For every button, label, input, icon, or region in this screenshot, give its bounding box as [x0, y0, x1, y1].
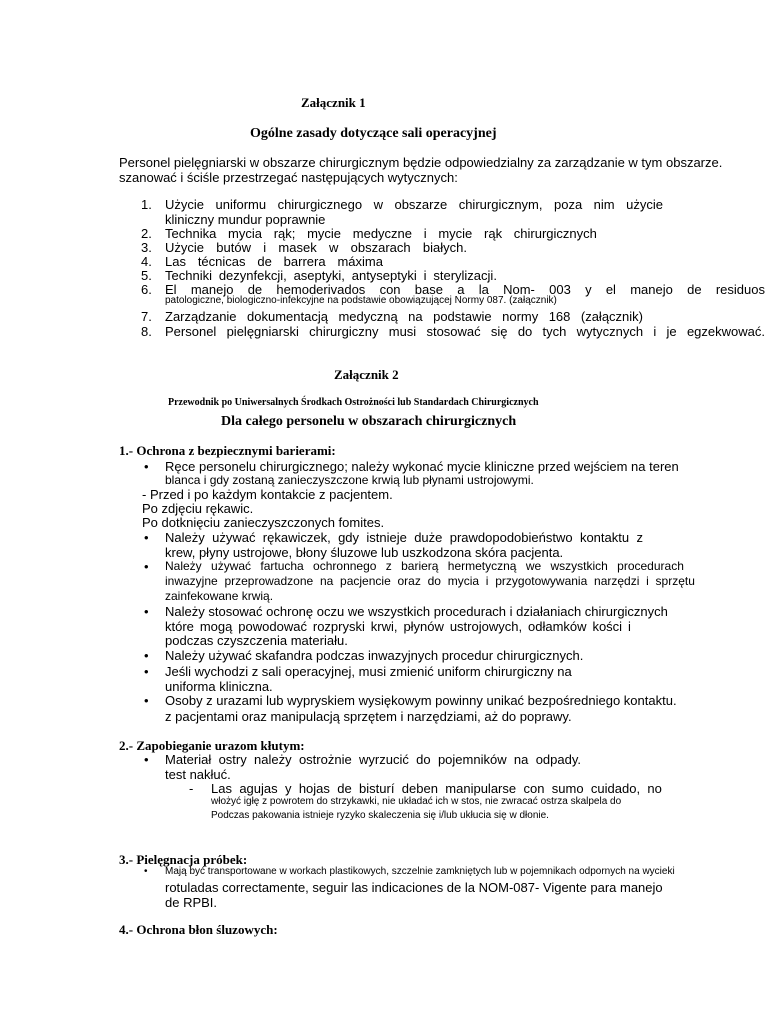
word: medyczną: [338, 309, 398, 324]
annex1-title: Ogólne zasady dotyczące sali operacyjnej: [250, 126, 497, 141]
s2-subitem-line1: [211, 781, 662, 796]
word: masek: [278, 240, 317, 255]
word: użycie: [626, 197, 663, 212]
s2-dash-marker: -: [189, 781, 194, 796]
word: podstawie: [433, 309, 492, 324]
word: należy: [254, 752, 292, 767]
word: normy: [502, 309, 539, 324]
word: no: [647, 781, 662, 796]
word: barrera: [283, 254, 326, 269]
s1-para-3: Po dotknięciu zanieczyszczonych fomites.: [142, 515, 385, 530]
word: chirurgicznego: [277, 197, 363, 212]
word: con: [523, 781, 545, 796]
word: técnicas: [197, 254, 246, 269]
word: oraz: [397, 574, 421, 588]
bullet: •: [144, 530, 149, 545]
word: we: [525, 559, 542, 573]
word: rąk;: [273, 226, 296, 241]
list-item-number: 1.: [141, 197, 152, 212]
word: pielęgniarski: [226, 324, 299, 339]
word: i: [628, 619, 631, 634]
word: rękawiczek,: [262, 530, 331, 545]
s1-bullet1-text: Ręce personelu chirurgicznego; należy wykonać mycie kliniczne przed wejściem na teren: [165, 459, 679, 474]
word: gdy: [338, 530, 360, 545]
word: stosować: [426, 324, 481, 339]
word: manejo: [630, 282, 673, 297]
word: Należy: [165, 530, 205, 545]
word: manejo: [190, 282, 234, 297]
bullet: •: [144, 604, 149, 619]
word: tych: [542, 324, 567, 339]
bullet: •: [144, 693, 149, 708]
word: przygotowywania: [495, 574, 588, 588]
s1-bullet4-line3: podczas czyszczenia materiału.: [165, 633, 348, 648]
word: (załącznik): [580, 309, 643, 324]
s1-para-1: - Przed i po każdym kontakcie z pacjentem.: [142, 487, 393, 502]
s1-bullet7-text: Osoby z urazami lub wypryskiem wysiękowym powinny unikać bezpośredniego kontaktu.: [165, 693, 677, 708]
annex1-label: Załącznik 1: [301, 95, 366, 110]
s1-bullet6-text: Jeśli wychodzi z sali operacyjnej, musi zmienić uniform chirurgiczny na: [165, 664, 572, 679]
word: mycie: [438, 226, 473, 241]
word: kontaktu: [579, 530, 630, 545]
word: mycia: [228, 226, 262, 241]
s1-bullet7-continuation: z pacjentami oraz manipulacją sprzętem i narzędziami, aż do poprawy.: [165, 709, 572, 724]
bullet: •: [144, 459, 149, 474]
word: Technika: [165, 226, 217, 241]
word: narzędzi: [594, 574, 640, 588]
word: deben: [401, 781, 438, 796]
word: ustrojowych,: [449, 619, 523, 634]
list-item-text: [165, 268, 497, 283]
list-item-number: 7.: [141, 309, 152, 324]
word: prawdopodobieństwo: [449, 530, 573, 545]
word: pojemników: [437, 752, 507, 767]
word: manipularse: [445, 781, 517, 796]
word: Użycie: [165, 240, 205, 255]
word: powodować: [238, 619, 307, 634]
word: wszystkich: [550, 559, 608, 573]
s1-bullet4-line2: [165, 619, 631, 634]
word: y: [284, 781, 292, 796]
word: residuos: [715, 282, 765, 297]
word: na: [513, 752, 529, 767]
word: Las: [211, 781, 232, 796]
bullet: •: [144, 866, 148, 877]
word: używać: [211, 559, 252, 573]
list-item-6-continuation: patologiczne, biologiczno-infekcyjne na podstawie obowiązującej Normy 087. (załącznik): [165, 295, 557, 306]
word: aseptyki,: [293, 268, 345, 283]
list-item-text: [165, 254, 383, 269]
word: do: [427, 574, 441, 588]
word: sumo: [551, 781, 584, 796]
word: rąk: [484, 226, 503, 241]
s2-subitem-line2: włożyć igłę z powrotem do strzykawki, nie układać ich w stos, nie zwracać ostrza skalpela do: [211, 796, 622, 807]
list-item-text: [165, 240, 467, 255]
word: Należy: [165, 559, 202, 573]
word: płynów: [403, 619, 444, 634]
s3-bullet1-continuation2: de RPBI.: [165, 895, 218, 910]
word: wyrzucić: [359, 752, 409, 767]
word: procedurach: [617, 559, 684, 573]
word: ostry: [218, 752, 247, 767]
bullet: •: [144, 664, 149, 679]
annex1-intro-line1: Personel pielęgniarski w obszarze chirurgicznym będzie odpowiedzialny za zarządzanie w tym obszarze.: [119, 155, 723, 170]
word: chirurgiczny: [309, 324, 379, 339]
word: chirurgicznym,: [458, 197, 543, 212]
word: y: [585, 282, 592, 297]
word: z: [385, 559, 392, 573]
word: de: [337, 781, 352, 796]
s1-bullet3-line1: [165, 559, 684, 574]
list-item-number: 4.: [141, 254, 152, 269]
word: na: [319, 574, 334, 588]
word: mogą: [199, 619, 233, 634]
word: antyseptyki: [351, 268, 417, 283]
s1-bullet2-continuation: krew, płyny ustrojowe, błony śluzowe lub uszkodzona skóra pacjenta.: [165, 545, 564, 560]
word: je: [666, 324, 677, 339]
word: inwazyjne: [165, 574, 218, 588]
word: medyczne: [352, 226, 413, 241]
word: w: [373, 197, 383, 212]
bullet: •: [144, 648, 149, 663]
word: do: [517, 324, 533, 339]
s1-bullet3-line2: [165, 574, 695, 589]
word: się: [490, 324, 508, 339]
word: duże: [414, 530, 443, 545]
word: base: [414, 282, 443, 297]
word: egzekwować.: [686, 324, 765, 339]
s1-bullet1-continuation: blanca i gdy zostaną zanieczyszczone krwią lub płynami ustrojowymi.: [165, 473, 534, 487]
list-item-text: [165, 324, 765, 339]
word: wytycznych: [576, 324, 644, 339]
word: hemoderivados: [276, 282, 366, 297]
s1-bullet2-text: [165, 530, 643, 545]
list-item-number: 5.: [141, 268, 152, 283]
word: barierą: [401, 559, 439, 573]
s2-bullet1-text: [165, 752, 581, 767]
word: białych.: [422, 240, 467, 255]
word: Materiał: [165, 752, 212, 767]
word: cuidado,: [590, 781, 641, 796]
word: Techniki: [165, 268, 212, 283]
word: la: [478, 282, 489, 297]
word: musi: [388, 324, 417, 339]
word: mycia: [447, 574, 480, 588]
word: de: [687, 282, 702, 297]
word: 003: [549, 282, 571, 297]
annex1-intro-line2: szanować i ściśle przestrzegać następujących wytycznych:: [119, 170, 458, 185]
word: agujas: [239, 781, 278, 796]
list-item-text: [165, 226, 597, 241]
word: de: [257, 254, 272, 269]
word: de: [247, 282, 263, 297]
word: istnieje: [366, 530, 407, 545]
word: do: [416, 752, 431, 767]
word: dezynfekcji,: [218, 268, 287, 283]
list-item-number: 2.: [141, 226, 152, 241]
list-item-number: 3.: [141, 240, 152, 255]
s1-bullet4-line1: Należy stosować ochronę oczu we wszystkich procedurach i działaniach chirurgicznych: [165, 604, 668, 619]
word: odłamków: [528, 619, 587, 634]
annex2-subtitle: Przewodnik po Uniwersalnych Środkach Ostrożności lub Standardach Chirurgicznych: [168, 397, 539, 408]
word: i: [646, 574, 649, 588]
word: fartucha: [260, 559, 304, 573]
word: sterylizacji.: [433, 268, 497, 283]
s3-bullet1-continuation1: rotuladas correctamente, seguir las indicaciones de la NOM-087- Vigente para manejo: [165, 880, 663, 895]
word: bisturí: [359, 781, 395, 796]
word: mycie: [307, 226, 342, 241]
section2-heading: 2.- Zapobieganie urazom kłutym:: [119, 738, 305, 753]
bullet: •: [144, 752, 149, 767]
word: uniformu: [215, 197, 267, 212]
word: Nom-: [503, 282, 535, 297]
s2-bullet1-continuation: test nakłuć.: [165, 767, 231, 782]
word: przeprowadzone: [224, 574, 314, 588]
bullet: •: [144, 559, 149, 574]
word: El: [165, 282, 177, 297]
list-item-number: 6.: [141, 282, 152, 297]
word: con: [379, 282, 401, 297]
word: dokumentacją: [247, 309, 328, 324]
word: i: [263, 240, 267, 255]
word: butów: [216, 240, 251, 255]
s2-subitem-line3: Podczas pakowania istnieje ryzyko skaleczenia się i/lub ukłucia się w dłonie.: [211, 810, 549, 821]
word: Las: [165, 254, 186, 269]
word: obszarze: [394, 197, 448, 212]
word: hojas: [298, 781, 330, 796]
list-item-text: [165, 309, 643, 324]
section3-heading: 3.- Pielęgnacja próbek:: [119, 852, 248, 867]
annex2-title: Dla całego personelu w obszarach chirurgicznych: [221, 414, 517, 429]
list-item-text: [165, 197, 663, 212]
word: el: [605, 282, 616, 297]
word: na: [408, 309, 423, 324]
word: obszarach: [350, 240, 411, 255]
word: poza: [553, 197, 583, 212]
word: w: [328, 240, 339, 255]
word: Zarządzanie: [165, 309, 237, 324]
word: i: [485, 574, 489, 588]
word: krwi,: [370, 619, 398, 634]
section4-heading: 4.- Ochrona błon śluzowych:: [119, 922, 278, 937]
word: Personel: [165, 324, 217, 339]
s3-bullet1-text: Mają być transportowane w workach plastikowych, szczelnie zamkniętych lub w pojemnikach odpornych na wycieki: [165, 866, 675, 877]
word: ochronnego: [313, 559, 377, 573]
word: máxima: [337, 254, 383, 269]
word: chirurgicznych: [513, 226, 597, 241]
word: 168: [548, 309, 571, 324]
word: nim: [593, 197, 615, 212]
s1-bullet6-continuation: uniforma kliniczna.: [165, 679, 273, 694]
word: sprzętu: [655, 574, 695, 588]
annex2-label: Załącznik 2: [334, 367, 399, 382]
word: ostrożnie: [298, 752, 352, 767]
s1-bullet5-text: Należy używać skafandra podczas inwazyjnych procedur chirurgicznych.: [165, 648, 584, 663]
word: pacjencie: [340, 574, 391, 588]
section1-heading: 1.- Ochrona z bezpiecznymi barierami:: [119, 443, 336, 458]
word: używać: [212, 530, 256, 545]
s1-para-2: Po zdjęciu rękawic.: [142, 501, 254, 516]
word: kości: [592, 619, 623, 634]
word: rozpryski: [312, 619, 365, 634]
word: a: [457, 282, 465, 297]
word: i: [423, 268, 427, 283]
word: i: [653, 324, 657, 339]
s1-bullet3-line3: zainfekowane krwią.: [165, 589, 274, 603]
word: i: [423, 226, 427, 241]
word: z: [636, 530, 643, 545]
word: hermetyczną: [447, 559, 517, 573]
list-item-1-continuation: kliniczny mundur poprawnie: [165, 212, 326, 227]
list-item-number: 8.: [141, 324, 152, 339]
word: Użycie: [165, 197, 205, 212]
word: które: [165, 619, 194, 634]
word: odpady.: [535, 752, 581, 767]
